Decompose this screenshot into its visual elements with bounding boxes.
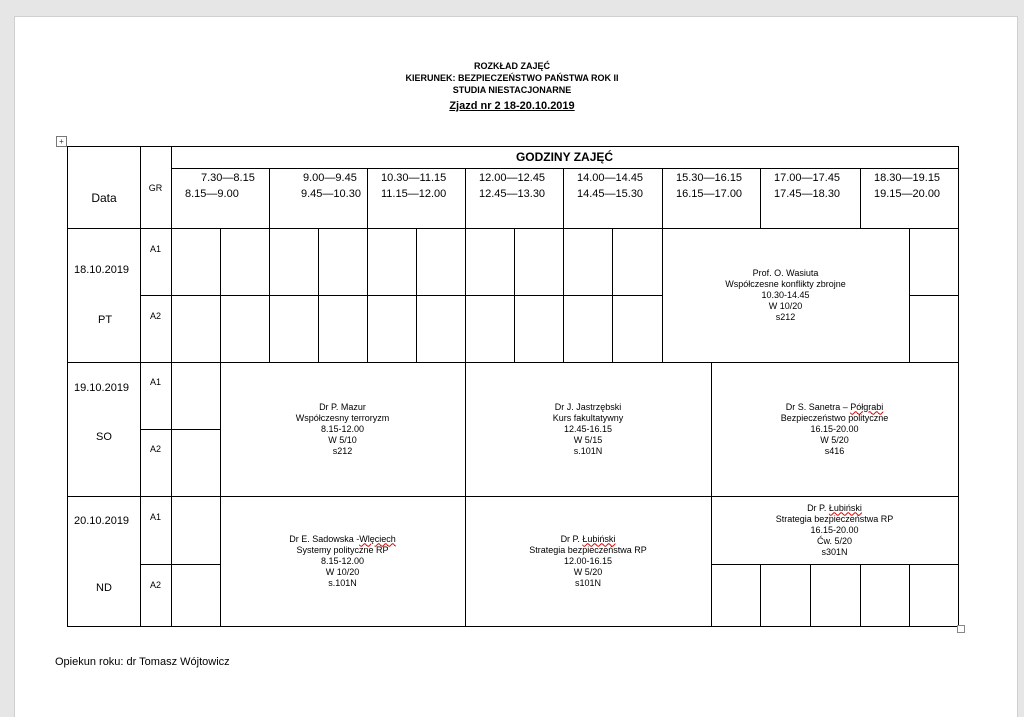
block-line: 16.15-20.00: [810, 423, 859, 434]
time-slot-header: [676, 170, 742, 202]
time-start-range: 14.00—14.45: [577, 172, 644, 184]
class-block-sunday-2: [465, 496, 711, 626]
dow-1: PT: [98, 314, 113, 326]
block-line: 12.00-16.15: [563, 555, 613, 566]
table-line: [760, 168, 761, 229]
time-end-range: 17.45—18.30: [774, 188, 841, 200]
table-line: [612, 228, 613, 363]
block-line: W 5/10: [328, 434, 357, 445]
table-line: [465, 228, 466, 363]
block-line: Bezpieczeństwo polityczne: [780, 412, 889, 423]
name-part: Dr P.: [807, 502, 829, 513]
name-part: Dr E. Sadowska -: [289, 533, 360, 544]
table-line: [711, 564, 959, 565]
table-line: [860, 564, 861, 627]
title-line-1: ROZKŁAD ZAJĘĆ: [474, 61, 550, 71]
name-part: Dr P.: [560, 533, 583, 544]
table-line: [140, 564, 221, 565]
table-line: [367, 168, 368, 229]
table-line: [563, 228, 564, 363]
title-line-4: Zjazd nr 2 18-20.10.2019: [449, 100, 575, 112]
block-line: [786, 402, 884, 413]
table-line: [67, 626, 959, 627]
time-slot-header: [577, 170, 643, 202]
block-line: Dr P. Mazur: [319, 401, 366, 412]
table-line: [810, 564, 811, 627]
block-line: Ćw. 5/20: [816, 535, 853, 546]
name-part: Wlęciech: [359, 533, 396, 544]
time-start-range: 17.00—17.45: [774, 172, 841, 184]
time-end-range: 11.15—12.00: [381, 188, 447, 200]
time-start-range: 15.30—16.15: [676, 172, 743, 184]
table-line: [416, 228, 417, 363]
table-line: [760, 564, 761, 627]
group-a2: A2: [150, 311, 162, 321]
name-part: Łubiński: [828, 502, 862, 513]
table-line: [909, 228, 910, 363]
table-line: [514, 228, 515, 363]
time-end-range: 19.15—20.00: [874, 188, 941, 200]
time-slot-header: [874, 170, 940, 202]
table-line: [140, 429, 221, 430]
table-line: [269, 228, 270, 363]
class-block-sunday-3: [711, 496, 958, 564]
class-block-saturday-3: [711, 362, 958, 496]
block-line: s.101N: [573, 445, 603, 456]
header-godziny: GODZINY ZAJĘĆ: [515, 149, 614, 164]
time-slot-header: [381, 170, 446, 202]
block-line: s301N: [821, 546, 848, 557]
group-a1: A1: [150, 512, 162, 522]
name-part: Łubiński: [582, 533, 616, 544]
table-line: [269, 168, 270, 229]
table-line: [140, 295, 663, 296]
block-line: 10.30-14.45: [761, 290, 810, 300]
time-end-range: 9.45—10.30: [301, 188, 361, 200]
date-2: 19.10.2019: [74, 382, 130, 394]
time-start-range: 12.00—12.45: [479, 172, 546, 184]
block-line: [289, 534, 396, 545]
block-line: [807, 503, 862, 514]
block-line: W 5/15: [573, 434, 603, 445]
table-line: [563, 168, 564, 229]
block-line: s.101N: [328, 577, 357, 588]
table-line: [140, 146, 141, 627]
table-line: [465, 168, 466, 229]
name-part: Dr S. Sanetra –: [785, 401, 851, 412]
time-end-range: 16.15—17.00: [676, 188, 743, 200]
table-line: [367, 228, 368, 363]
time-slot-header: [283, 170, 361, 202]
block-line: s101N: [574, 577, 601, 588]
time-slot-header: [479, 170, 545, 202]
group-a1: A1: [150, 244, 162, 254]
dow-3: ND: [96, 582, 112, 594]
class-block-sunday-1: [220, 496, 465, 626]
header-gr: GR: [148, 182, 163, 193]
footer-opiekun: Opiekun roku: dr Tomasz Wójtowicz: [55, 656, 230, 668]
time-slot-header: [774, 170, 840, 202]
block-line: s212: [775, 312, 796, 322]
time-start-range: 7.30—8.15: [201, 172, 255, 184]
class-block-saturday-2: [465, 362, 711, 496]
block-line: W 10/20: [325, 566, 360, 577]
block-line: Współczesne konflikty zbrojne: [725, 279, 846, 289]
date-1: 18.10.2019: [74, 264, 130, 276]
header-data: Data: [91, 190, 117, 205]
block-line: W 5/20: [820, 434, 849, 445]
group-a2: A2: [150, 580, 162, 590]
table-line: [909, 295, 959, 296]
table-line: [909, 564, 910, 627]
group-a1: A1: [150, 377, 162, 387]
table-line: [220, 228, 221, 363]
date-3: 20.10.2019: [74, 515, 130, 527]
block-line: 8.15-12.00: [320, 423, 365, 434]
name-part: Półgrabi: [850, 401, 884, 412]
time-start-range: 10.30—11.15: [381, 172, 447, 184]
dow-2: SO: [96, 431, 112, 443]
block-line: Współczesny terroryzm: [295, 412, 390, 423]
block-line: s212: [332, 445, 353, 456]
block-line: Prof. O. Wasiuta: [752, 268, 819, 278]
block-line: W 5/20: [573, 566, 603, 577]
table-line: [860, 168, 861, 229]
time-start-range: 18.30—19.15: [874, 172, 941, 184]
block-line: Systemy polityczne RP: [296, 544, 389, 555]
time-end-range: 8.15—9.00: [185, 188, 239, 200]
table-line: [171, 168, 959, 169]
table-line: [662, 168, 663, 229]
time-end-range: 12.45—13.30: [479, 188, 546, 200]
table-line: [171, 146, 172, 627]
block-line: Strategia bezpieczeństwa RP: [529, 544, 647, 555]
block-line: s416: [824, 445, 845, 456]
block-line: Kurs fakultatywny: [552, 412, 624, 423]
block-line: 8.15-12.00: [320, 555, 365, 566]
class-block-friday: [662, 229, 909, 362]
table-line: [318, 228, 319, 363]
class-block-saturday-1: [220, 362, 465, 496]
block-line: 12.45-16.15: [563, 423, 613, 434]
block-line: W 10/20: [768, 301, 803, 311]
table-move-handle-icon[interactable]: +: [56, 136, 67, 147]
block-line: 16.15-20.00: [810, 524, 859, 535]
block-line: [561, 534, 616, 545]
block-line: Strategia bezpieczeństwa RP: [775, 513, 894, 524]
title-line-2: KIERUNEK: BEZPIECZEŃSTWO PAŃSTWA ROK II: [405, 73, 619, 83]
table-line: [958, 146, 959, 627]
group-a2: A2: [150, 444, 162, 454]
title-line-3: STUDIA NIESTACJONARNE: [452, 85, 572, 95]
block-line: Dr J. Jastrzębski: [554, 401, 622, 412]
time-start-range: 9.00—9.45: [303, 172, 357, 184]
time-end-range: 14.45—15.30: [577, 188, 644, 200]
time-slot-header: [185, 170, 255, 202]
table-resize-handle[interactable]: [957, 625, 965, 633]
